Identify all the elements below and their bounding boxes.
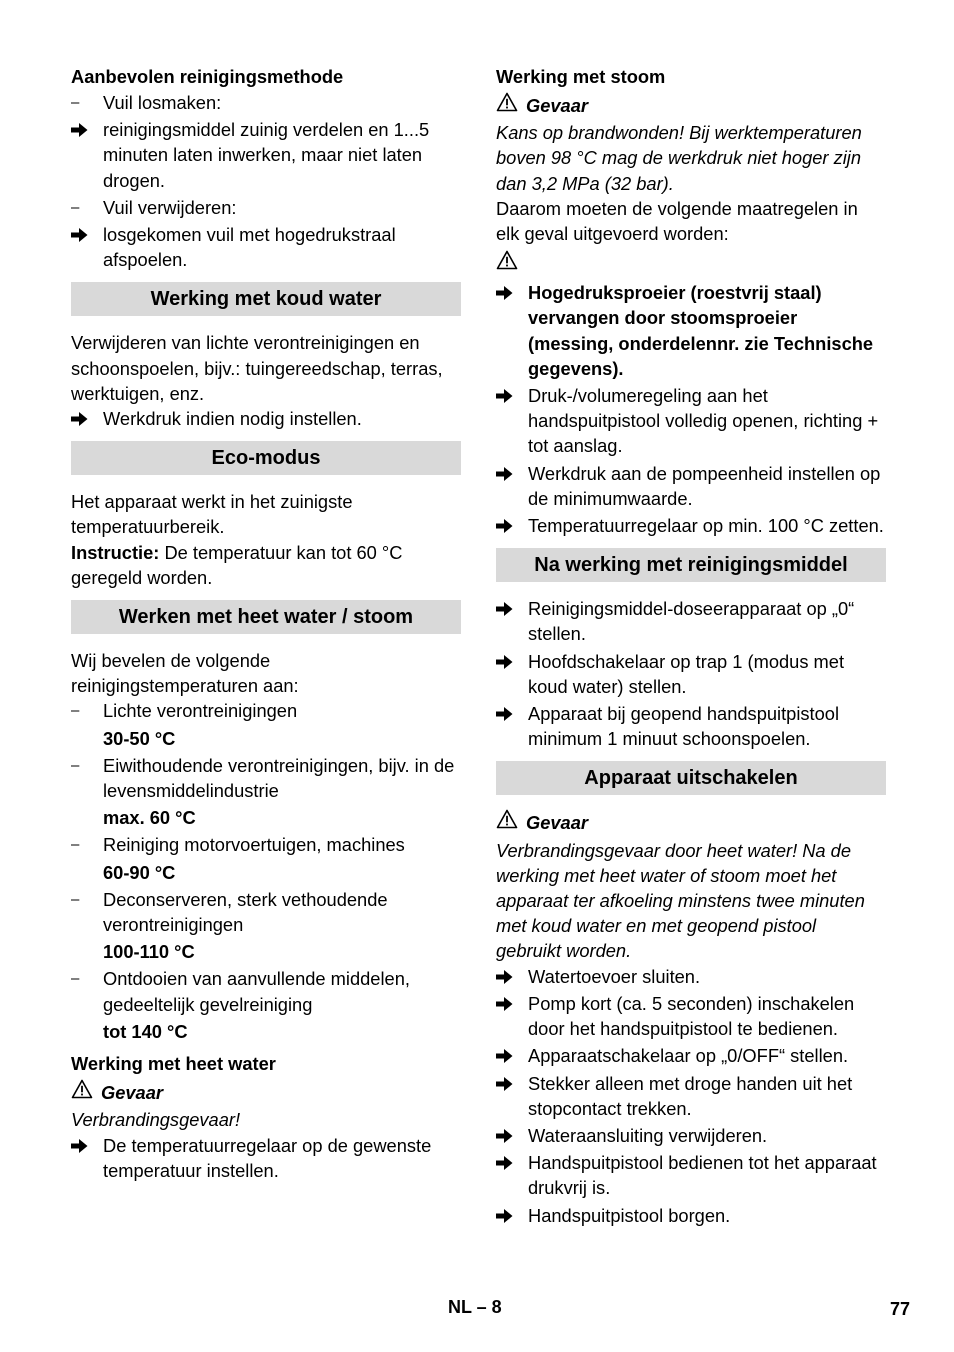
hot-water-heading: Werking met heet water	[71, 1053, 276, 1075]
list-item-text: Eiwithoudende verontreinigingen, bijv. in de levensmiddelindustrie	[103, 754, 455, 802]
switch-off-warning-text: Verbrandingsgevaar door heet water! Na de werking met heet water of stoom moet het apparaat ter afkoeling minstens twee minuten met koud water en met geopend pistool gebruikt worden.	[496, 839, 865, 962]
warning-triangle-icon	[496, 253, 518, 274]
dash-bullet: –	[71, 836, 80, 854]
warning-triangle-icon	[496, 92, 526, 118]
arrow-icon	[496, 461, 520, 481]
warning-label: Gevaar	[101, 1081, 164, 1103]
footer-language-page: NL – 8	[448, 1297, 502, 1317]
list-item-text: Handspuitpistool bedienen tot het apparaat drukvrij is.	[528, 1152, 877, 1199]
list-item-text: Reinigingsmiddel-doseerapparaat op „0“ stellen.	[528, 598, 855, 645]
list-item	[71, 222, 461, 272]
arrow-icon	[71, 117, 95, 137]
right-column	[496, 63, 886, 1230]
temperature-value: max. 60 °C	[103, 807, 196, 829]
list-item-text: Watertoevoer sluiten.	[528, 965, 701, 987]
switch-off-warning	[496, 809, 886, 835]
dash-bullet: –	[71, 756, 80, 774]
eco-note-text: De temperatuur kan tot 60 °C geregeld worden.	[71, 541, 403, 588]
list-item	[496, 513, 886, 538]
list-item-text: Deconserveren, sterk vethoudende verontreinigingen	[103, 888, 388, 936]
list-item-text: Wateraansluiting verwijderen.	[528, 1124, 768, 1146]
list-item	[71, 117, 461, 193]
list-item	[71, 832, 461, 884]
list-item-text: Apparaatschakelaar op „0/OFF“ stellen.	[528, 1045, 849, 1067]
steam-warning	[496, 92, 886, 118]
list-item	[496, 1043, 886, 1068]
list-item	[496, 701, 886, 751]
list-item	[71, 887, 461, 965]
arrow-icon	[496, 1203, 520, 1223]
left-column	[71, 63, 461, 1185]
list-item	[496, 383, 886, 459]
list-item	[496, 461, 886, 511]
list-item	[496, 1150, 886, 1200]
temperature-list	[71, 698, 461, 1044]
arrow-icon	[71, 1133, 95, 1153]
list-item-text: Apparaat bij geopend handspuitpistool minimum 1 minuut schoonspoelen.	[528, 703, 840, 750]
hot-intro: Wij bevelen de volgende reinigingstemperaturen aan:	[71, 650, 299, 697]
temperature-value: 60-90 °C	[103, 861, 176, 883]
arrow-icon	[496, 383, 520, 403]
method-steps	[71, 90, 461, 272]
list-item	[71, 753, 461, 831]
arrow-icon	[496, 1043, 520, 1063]
off-steps	[496, 964, 886, 1228]
list-item-text: Vuil losmaken:	[103, 92, 222, 113]
temperature-value: 30-50 °C	[103, 727, 176, 749]
steam-warning-symbol	[496, 250, 886, 274]
list-item-text: reinigingsmiddel zuinig verdelen en 1...5 minuten laten inwerken, maar niet laten drogen.	[103, 119, 430, 191]
temperature-value: tot 140 °C	[103, 1020, 188, 1042]
page-number: 77	[890, 1299, 911, 1319]
list-item	[496, 596, 886, 646]
list-item-text: Lichte verontreinigingen	[103, 700, 298, 722]
arrow-icon	[496, 513, 520, 533]
section-switch-off: Apparaat uitschakelen	[496, 761, 886, 795]
list-item-text: Hoofdschakelaar op trap 1 (modus met koud water) stellen.	[528, 650, 845, 697]
list-item-text: losgekomen vuil met hogedrukstraal afspoelen.	[103, 224, 396, 271]
dash-bullet: –	[71, 198, 80, 216]
dash-bullet: –	[71, 890, 80, 908]
list-item-text: Reiniging motorvoertuigen, machines	[103, 834, 405, 856]
arrow-icon	[496, 701, 520, 721]
arrow-icon	[496, 596, 520, 616]
section-cold-water: Werking met koud water	[71, 282, 461, 316]
list-item-text: Temperatuurregelaar op min. 100 °C zetten.	[528, 515, 884, 537]
list-item	[496, 1071, 886, 1121]
hot-water-warning	[71, 1079, 461, 1105]
list-item-text: Vuil verwijderen:	[103, 196, 237, 218]
arrow-icon	[496, 649, 520, 669]
arrow-icon	[71, 222, 95, 242]
list-item-text: Pomp kort (ca. 5 seconden) inschakelen door het handspuitpistool te bedienen.	[528, 992, 855, 1040]
temperature-value: 100-110 °C	[103, 941, 195, 963]
dash-bullet: –	[71, 970, 80, 988]
arrow-icon	[496, 280, 520, 300]
list-item-text: Druk-/volumeregeling aan het handspuitpistool volledig openen, richting + tot aanslag.	[528, 385, 879, 457]
steam-heading: Werking met stoom	[496, 66, 666, 87]
list-item-text: Handspuitpistool borgen.	[528, 1204, 731, 1226]
warning-label: Gevaar	[526, 94, 589, 116]
hot-water-step-text: De temperatuurregelaar op de gewenste temperatuur instellen.	[103, 1134, 432, 1181]
eco-note	[71, 540, 461, 590]
arrow-icon	[496, 991, 520, 1011]
steam-warning-text: Kans op brandwonden! Bij werktemperaturen boven 98 °C mag de werkdruk niet hoger zijn dan 3,2 MPa (32 bar).	[496, 122, 862, 194]
list-item	[496, 1123, 886, 1148]
list-item	[496, 991, 886, 1041]
list-item	[71, 195, 461, 220]
list-item	[71, 1133, 461, 1183]
eco-note-label: Instructie:	[71, 541, 160, 563]
list-item-text: Ontdooien van aanvullende middelen, gedeeltelijk gevelreiniging	[103, 968, 410, 1015]
list-item	[496, 280, 886, 381]
list-item-text: Werkdruk aan de pompeenheid instellen op de minimumwaarde.	[528, 462, 881, 509]
eco-text: Het apparaat werkt in het zuinigste temperatuurbereik.	[71, 491, 353, 538]
dash-bullet: –	[71, 94, 80, 111]
list-item-text: Stekker alleen met droge handen uit het stopcontact trekken.	[528, 1072, 853, 1119]
list-item	[71, 90, 461, 115]
section-eco-mode: Eco-modus	[71, 441, 461, 475]
list-item	[71, 966, 461, 1044]
section-hot-water-steam: Werken met heet water / stoom	[71, 600, 461, 634]
list-item-text: Hogedruksproeier (roestvrij staal) vervangen door stoomsproeier (messing, onderdelennr. zie Technische gegevens).	[528, 282, 874, 379]
warning-triangle-icon	[71, 1079, 101, 1105]
arrow-icon	[496, 1150, 520, 1170]
method-heading: Aanbevolen reinigingsmethode	[71, 66, 344, 87]
arrow-icon	[71, 406, 95, 426]
arrow-icon	[496, 1071, 520, 1091]
list-item	[496, 1203, 886, 1228]
arrow-icon	[496, 964, 520, 984]
steam-text: Daarom moeten de volgende maatregelen in elk geval uitgevoerd worden:	[496, 197, 858, 245]
warning-label: Gevaar	[526, 811, 589, 833]
section-after-detergent: Na werking met reinigingsmiddel	[496, 548, 886, 582]
hot-water-warning-text: Verbrandingsgevaar!	[71, 1109, 241, 1131]
after-steps	[496, 596, 886, 751]
list-item	[496, 649, 886, 699]
steam-steps	[496, 280, 886, 538]
list-item	[71, 406, 461, 431]
dash-bullet: –	[71, 702, 80, 720]
list-item	[71, 698, 461, 750]
cold-step-text: Werkdruk indien nodig instellen.	[103, 408, 362, 430]
cold-water-text: Verwijderen van lichte verontreinigingen en schoonspoelen, bijv.: tuingereedschap, terras, werktuigen, enz.	[71, 332, 443, 404]
warning-triangle-icon	[496, 809, 526, 835]
list-item	[496, 964, 886, 989]
arrow-icon	[496, 1123, 520, 1143]
